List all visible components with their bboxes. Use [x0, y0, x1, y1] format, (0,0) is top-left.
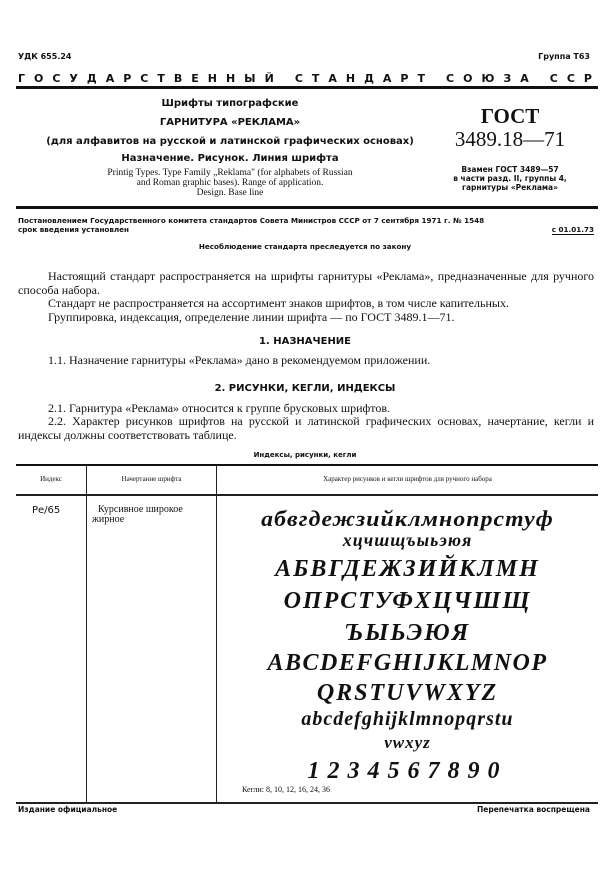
table-header-rule — [16, 494, 598, 496]
gost-number: 3489.18—71 — [454, 127, 566, 151]
title-line-3: (для алфавитов на русской и латинской графических основах) — [46, 136, 414, 147]
title-line-1: Шрифты типографские — [161, 98, 299, 109]
section-heading: 2. РИСУНКИ, КЕГЛИ, ИНДЕКСЫ — [214, 383, 396, 394]
banner-word: СОЮЗА — [446, 72, 538, 85]
replaces-line: Взамен ГОСТ 3489—57 — [461, 165, 559, 174]
specimen-latin-upper-2: QRSTUVWXYZ — [316, 680, 499, 706]
table-bottom-rule — [16, 802, 598, 804]
intro-paragraph: Настоящий стандарт распространяется на шрифты гарнитуры «Реклама», предназначенные для ручного способа набора. — [18, 269, 594, 297]
decree — [18, 216, 594, 235]
specimen-cyrillic-lower-2: хцчшщъыьэюя — [342, 530, 473, 550]
decree-line: Постановлением Государственного комитета стандартов Совета Министров СССР от 7 сентября 1971 г. № 1548 — [18, 216, 485, 225]
replaces-note — [430, 165, 590, 192]
header-rule — [16, 86, 598, 89]
title-rule — [16, 206, 598, 209]
specimen-digits: 1234567890 — [307, 758, 508, 784]
official-edition-note: Издание официальное — [18, 805, 118, 814]
style-line: Курсивное широкое — [98, 504, 183, 515]
english-title-line: Printig Types. Type Family „Reklama" (for alphabets of Russian — [107, 168, 353, 178]
banner-word: ГОСУДАРСТВЕННЫЙ — [18, 72, 283, 85]
title-line-2: ГАРНИТУРА «РЕКЛАМА» — [159, 117, 301, 128]
cell-index: Ре/65 — [32, 505, 61, 516]
english-title-line: and Roman graphic bases). Range of application. — [136, 178, 324, 188]
style-line: жирное — [92, 514, 125, 525]
gost-label: ГОСТ — [480, 104, 540, 128]
decree-line: срок введения установлен — [18, 225, 130, 234]
title-line-4: Назначение. Рисунок. Линия шрифта — [121, 153, 339, 164]
cell-style — [92, 505, 210, 525]
replaces-line: гарнитуры «Реклама» — [462, 183, 558, 192]
banner-word: СТАНДАРТ — [294, 72, 434, 85]
specimen-cyrillic-upper-1: АБВГДЕЖЗИЙКЛМН — [275, 556, 540, 582]
state-standard-banner — [18, 72, 601, 85]
reprint-prohibited-note: Перепечатка воспрещена — [476, 805, 590, 814]
table-top-rule — [16, 464, 598, 466]
replaces-line: в части разд. II, группы 4, — [453, 174, 567, 183]
column-header-style: Начертание шрифта — [121, 475, 182, 483]
table-column-divider — [86, 466, 87, 802]
group-code: Группа Т63 — [538, 52, 590, 61]
specimen-cyrillic-upper-3: ЪЫЬЭЮЯ — [344, 620, 471, 646]
specimen-latin-upper-1: ABCDEFGHIJKLMNOP — [267, 650, 548, 676]
specimen-cyrillic-lower-1: абвгдежзийклмнопрстуф — [261, 506, 554, 531]
udk-code: УДК 655.24 — [18, 52, 72, 61]
column-header-index: Индекс — [40, 475, 62, 483]
specimen-latin-lower-2: vwxyz — [384, 733, 431, 752]
section-paragraph: 2.1. Гарнитура «Реклама» относится к группе брусковых шрифтов. — [48, 401, 391, 415]
intro-paragraph: Группировка, индексация, определение линии шрифта — по ГОСТ 3489.1—71. — [48, 310, 455, 324]
intro-paragraph: Стандарт не распространяется на ассортимент знаков шрифтов, в том числе капительных. — [48, 296, 509, 310]
section-paragraph: 2.2. Характер рисунков шрифтов на русской и латинской графических основах, начертание, кегли и индексы должны соответствовать таблице. — [18, 414, 594, 442]
english-title-line: Design. Base line — [196, 188, 264, 198]
specimen-cyrillic-upper-2: ОПРСТУФХЦЧШЩ — [283, 588, 532, 614]
law-notice: Несоблюдение стандарта преследуется по закону — [198, 242, 412, 251]
english-title — [40, 168, 420, 198]
column-header-specimen: Характер рисунков и кегли шрифтов для ручного набора — [323, 475, 492, 483]
section-heading: 1. НАЗНАЧЕНИЕ — [258, 336, 352, 347]
section-paragraph: 1.1. Назначение гарнитуры «Реклама» дано в рекомендуемом приложении. — [48, 353, 431, 367]
table-caption: Индексы, рисунки, кегли — [253, 451, 357, 459]
specimen-latin-lower-1: abcdefghijklmnopqrstu — [301, 708, 514, 730]
font-sizes: Кегли: 8, 10, 12, 16, 24, 36 — [242, 785, 330, 794]
banner-word: ССР — [549, 72, 601, 85]
effective-date: с 01.01.73 — [551, 225, 594, 234]
